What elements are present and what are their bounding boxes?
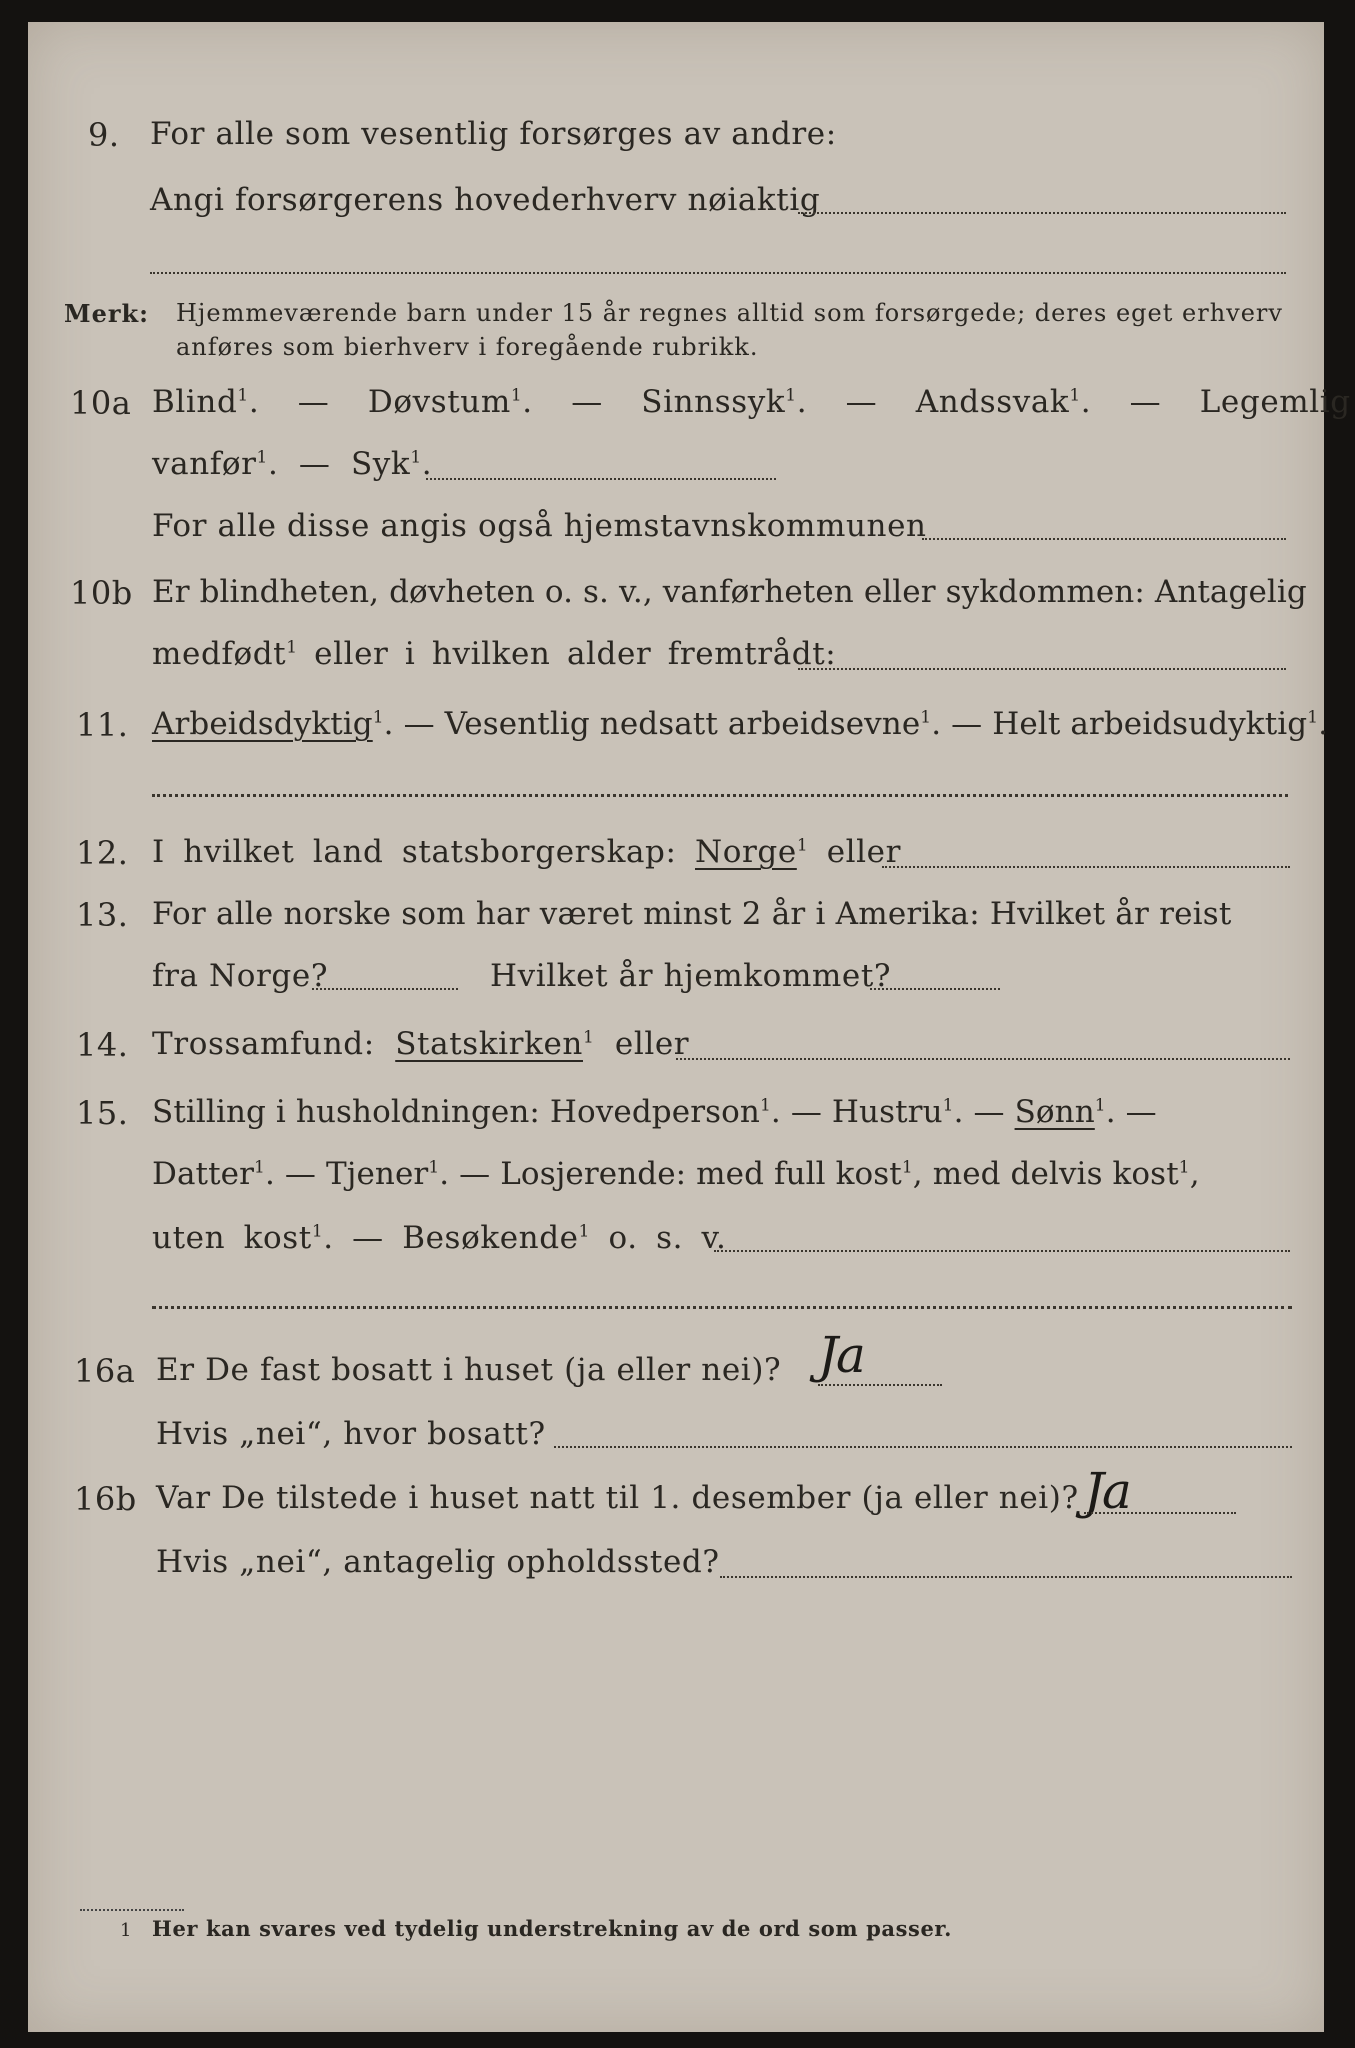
note-text: anføres som bierhverv i foregående rubrikk. <box>176 333 759 361</box>
answer-line[interactable] <box>312 988 458 990</box>
question-number: 9. <box>88 116 120 154</box>
question-text: Stilling i husholdningen: Hovedperson$^1$. — Hustru$^1$. — Sønn$^1$. — <box>152 1094 1157 1130</box>
answer-line[interactable] <box>152 1306 1292 1309</box>
selected-option[interactable]: Arbeidsdyktig <box>152 706 373 742</box>
answer-line[interactable] <box>152 794 1288 797</box>
question-text: uten kost$^1$. — Besøkende$^1$ o. s. v. <box>152 1220 727 1256</box>
census-form-page <box>28 22 1351 2032</box>
question-text: fra Norge? <box>152 958 329 994</box>
answer-line[interactable] <box>798 212 1286 214</box>
answer-line[interactable] <box>922 538 1286 540</box>
question-text: Var De tilstede i huset natt til 1. desember (ja eller nei)? <box>156 1480 1079 1516</box>
footnote-text: Her kan svares ved tydelig understrekning av de ord som passer. <box>152 1916 953 1941</box>
question-text: For alle norske som har været minst 2 år i Amerika: Hvilket år reist <box>152 896 1232 932</box>
footnote-divider <box>80 1909 184 1911</box>
answer-line[interactable] <box>870 988 1000 990</box>
footnote-marker: 1 <box>120 1920 132 1941</box>
answer-line[interactable] <box>798 668 1286 670</box>
question-text: Datter$^1$. — Tjener$^1$. — Losjerende: med full kost$^1$, med delvis kost$^1$, <box>152 1156 1200 1192</box>
selected-option[interactable]: Statskirken <box>395 1026 583 1062</box>
answer-line[interactable] <box>1084 1512 1236 1514</box>
question-text: Hvis „nei“, hvor bosatt? <box>156 1416 546 1452</box>
answer-line[interactable] <box>150 272 1286 274</box>
question-number: 10b <box>70 574 133 612</box>
question-text: vanfør$^1$. — Syk$^1$. <box>152 446 433 482</box>
answer-line[interactable] <box>882 866 1290 868</box>
question-number: 12. <box>76 834 129 872</box>
question-text: Blind$^1$. — Døvstum$^1$. — Sinnssyk$^1$. — Andssvak$^1$. — Legemlig <box>152 384 1351 420</box>
question-text: I hvilket land statsborgerskap: Norge$^1$ eller <box>152 834 902 870</box>
question-number: 14. <box>76 1026 129 1064</box>
question-number: 11. <box>76 706 129 744</box>
selected-option[interactable]: Sønn <box>1014 1094 1095 1130</box>
question-number: 13. <box>76 896 129 934</box>
answer-line[interactable] <box>818 1384 942 1386</box>
answer-line[interactable] <box>676 1058 1290 1060</box>
question-number: 16a <box>74 1352 136 1390</box>
handwritten-answer[interactable]: Ja <box>1084 1462 1130 1520</box>
question-text: Er blindheten, døvheten o. s. v., vanførheten eller sykdommen: Antagelig <box>152 574 1307 610</box>
note-text: Hjemmeværende barn under 15 år regnes alltid som forsørgede; deres eget erhverv <box>176 299 1283 327</box>
answer-line[interactable] <box>720 1576 1292 1578</box>
answer-line[interactable] <box>426 478 776 480</box>
answer-line[interactable] <box>554 1446 1292 1448</box>
selected-option[interactable]: Norge <box>695 834 797 870</box>
question-number: 10a <box>70 384 132 422</box>
note-label: Merk: <box>64 299 149 328</box>
question-number: 16b <box>74 1480 137 1518</box>
question-text: Angi forsørgerens hovederhverv nøiaktig <box>150 182 821 218</box>
question-text: Hvilket år hjemkommet? <box>490 958 892 994</box>
question-text: For alle disse angis også hjemstavnskommunen <box>152 508 927 544</box>
handwritten-answer[interactable]: Ja <box>818 1326 864 1384</box>
answer-line[interactable] <box>714 1250 1290 1252</box>
question-text: Hvis „nei“, antagelig opholdssted? <box>156 1544 720 1580</box>
question-text: For alle som vesentlig forsørges av andre: <box>150 116 837 152</box>
question-number: 15. <box>76 1094 129 1132</box>
question-text: Er De fast bosatt i huset (ja eller nei)? <box>156 1352 782 1388</box>
question-text: Trossamfund: Statskirken$^1$ eller <box>152 1026 690 1062</box>
question-text: Arbeidsdyktig$^1$. — Vesentlig nedsatt arbeidsevne$^1$. — Helt arbeidsudyktig$^1$. <box>152 706 1329 742</box>
question-text: medfødt$^1$ eller i hvilken alder fremtrådt: <box>152 636 837 672</box>
